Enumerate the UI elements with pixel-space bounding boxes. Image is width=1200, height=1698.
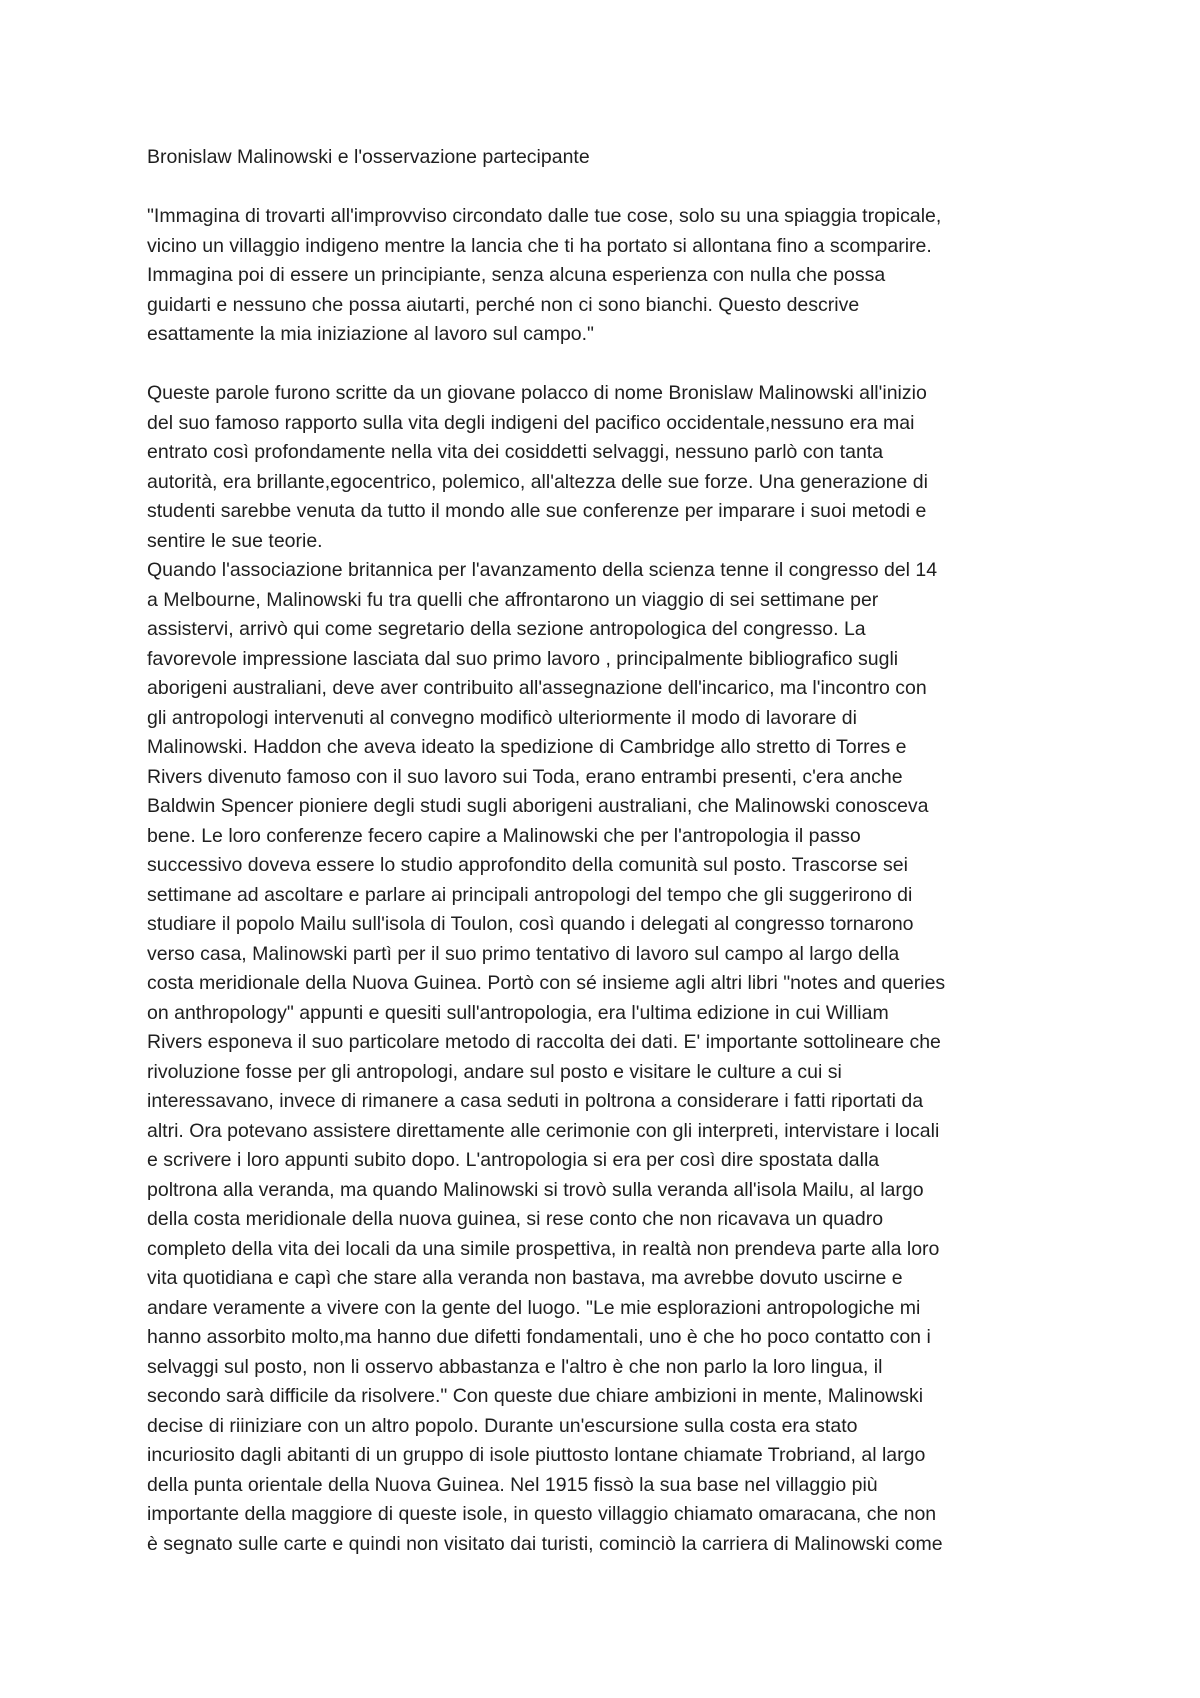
text-line: hanno assorbito molto,ma hanno due difetti fondamentali, uno è che ho poco contatto con i <box>147 1326 931 1348</box>
text-line: vita quotidiana e capì che stare alla veranda non bastava, ma avrebbe dovuto uscirne e <box>147 1267 903 1289</box>
text-line: Malinowski. Haddon che aveva ideato la spedizione di Cambridge allo stretto di Torres e <box>147 736 907 758</box>
text-line: decise di riiniziare con un altro popolo. Durante un'escursione sulla costa era stato <box>147 1414 858 1437</box>
text-line: secondo sarà difficile da risolvere." Con queste due chiare ambizioni in mente, Malinowski <box>147 1385 924 1407</box>
text-line: "Immagina di trovarti all'improvviso circondato dalle tue cose, solo su una spiaggia tropicale, <box>147 205 942 227</box>
text-line: completo della vita dei locali da una simile prospettiva, in realtà non prendeva parte alla loro <box>147 1237 940 1260</box>
text-line: Baldwin Spencer pioniere degli studi sugli aborigeni australiani, che Malinowski conosceva <box>147 795 929 817</box>
blank-line <box>147 350 1067 380</box>
text-line: entrato così profondamente nella vita dei cosiddetti selvaggi, nessuno parlò con tanta <box>147 441 884 463</box>
blank-line <box>147 173 1067 203</box>
text-line: aborigeni australiani, deve aver contribuito all'assegnazione dell'incarico, ma l'incontro con <box>147 677 927 699</box>
text-line: Immagina poi di essere un principiante, senza alcuna esperienza con nulla che possa <box>147 264 886 286</box>
text-line: costa meridionale della Nuova Guinea. Portò con sé insieme agli altri libri "notes and queries <box>147 972 946 994</box>
text-line: settimane ad ascoltare e parlare ai principali antropologi del tempo che gli suggerirono di <box>147 883 913 906</box>
text-line: e scrivere i loro appunti subito dopo. L'antropologia si era per così dire spostata dalla <box>147 1149 880 1171</box>
text-line: esattamente la mia iniziazione al lavoro sul campo." <box>147 323 594 345</box>
text-line: gli antropologi intervenuti al convegno modificò ulteriormente il modo di lavorare di <box>147 706 857 729</box>
document-title: Bronislaw Malinowski e l'osservazione partecipante <box>147 146 590 168</box>
text-line: guidarti e nessuno che possa aiutarti, perché non ci sono bianchi. Questo descrive <box>147 293 860 316</box>
text-line: del suo famoso rapporto sulla vita degli indigeni del pacifico occidentale,nessuno era mai <box>147 411 915 434</box>
text-line: favorevole impressione lasciata dal suo primo lavoro , principalmente bibliografico sugli <box>147 647 899 670</box>
text-line: sentire le sue teorie. <box>147 529 323 552</box>
text-line: Rivers esponeva il suo particolare metodo di raccolta dei dati. E' importante sottolineare che <box>147 1031 941 1053</box>
text-line: Queste parole furono scritte da un giovane polacco di nome Bronislaw Malinowski all'inizio <box>147 382 927 404</box>
text-line: on anthropology" appunti e quesiti sull'antropologia, era l'ultima edizione in cui William <box>147 1001 889 1024</box>
text-line: assistervi, arrivò qui come segretario della sezione antropologica del congresso. La <box>147 618 866 640</box>
text-line: studenti sarebbe venuta da tutto il mondo alle sue conferenze per imparare i suoi metodi e <box>147 500 927 522</box>
text-line: verso casa, Malinowski partì per il suo primo tentativo di lavoro sul campo al largo della <box>147 942 900 965</box>
text-line: a Melbourne, Malinowski fu tra quelli che affrontarono un viaggio di sei settimane per <box>147 588 879 611</box>
text-line: autorità, era brillante,egocentrico, polemico, all'altezza delle sue forze. Una generazione di <box>147 470 928 493</box>
text-line: della punta orientale della Nuova Guinea. Nel 1915 fissò la sua base nel villaggio più <box>147 1473 878 1496</box>
text-line: importante della maggiore di queste isole, in questo villaggio chiamato omaracana, che non <box>147 1503 937 1525</box>
text-line: altri. Ora potevano assistere direttamente alle cerimonie con gli interpreti, intervistare i locali <box>147 1119 940 1142</box>
paragraph-1 <box>147 379 1067 556</box>
text-line: selvaggi sul posto, non li osservo abbastanza e l'altro è che non parlo la loro lingua, il <box>147 1355 883 1378</box>
text-line: incuriosito dagli abitanti di un gruppo di isole piuttosto lontane chiamate Trobriand, al largo <box>147 1444 926 1466</box>
document-page <box>147 143 1067 1559</box>
text-line: della costa meridionale della nuova guinea, si rese conto che non ricavava un quadro <box>147 1208 884 1230</box>
text-line: poltrona alla veranda, ma quando Malinowski si trovò sulla veranda all'isola Mailu, al largo <box>147 1178 924 1201</box>
text-line: successivo doveva essere lo studio approfondito della comunità sul posto. Trascorse sei <box>147 854 908 876</box>
text-line: interessavano, invece di rimanere a casa seduti in poltrona a considerare i fatti riportati da <box>147 1090 924 1112</box>
text-line: studiare il popolo Mailu sull'isola di Toulon, così quando i delegati al congresso tornarono <box>147 913 914 935</box>
text-line: Quando l'associazione britannica per l'avanzamento della scienza tenne il congresso del 14 <box>147 559 938 581</box>
text-line: rivoluzione fosse per gli antropologi, andare sul posto e visitare le culture a cui si <box>147 1060 842 1083</box>
text-line: bene. Le loro conferenze fecero capire a Malinowski che per l'antropologia il passo <box>147 824 861 847</box>
text-line: è segnato sulle carte e quindi non visitato dai turisti, cominciò la carriera di Malinowski come <box>147 1532 943 1555</box>
text-line: vicino un villaggio indigeno mentre la lancia che ti ha portato si allontana fino a scomparire. <box>147 234 932 257</box>
quote-paragraph <box>147 202 1067 350</box>
paragraph-2 <box>147 556 1067 1559</box>
text-line: andare veramente a vivere con la gente del luogo. "Le mie esplorazioni antropologiche mi <box>147 1296 921 1319</box>
text-line: Rivers divenuto famoso con il suo lavoro sui Toda, erano entrambi presenti, c'era anche <box>147 765 903 788</box>
